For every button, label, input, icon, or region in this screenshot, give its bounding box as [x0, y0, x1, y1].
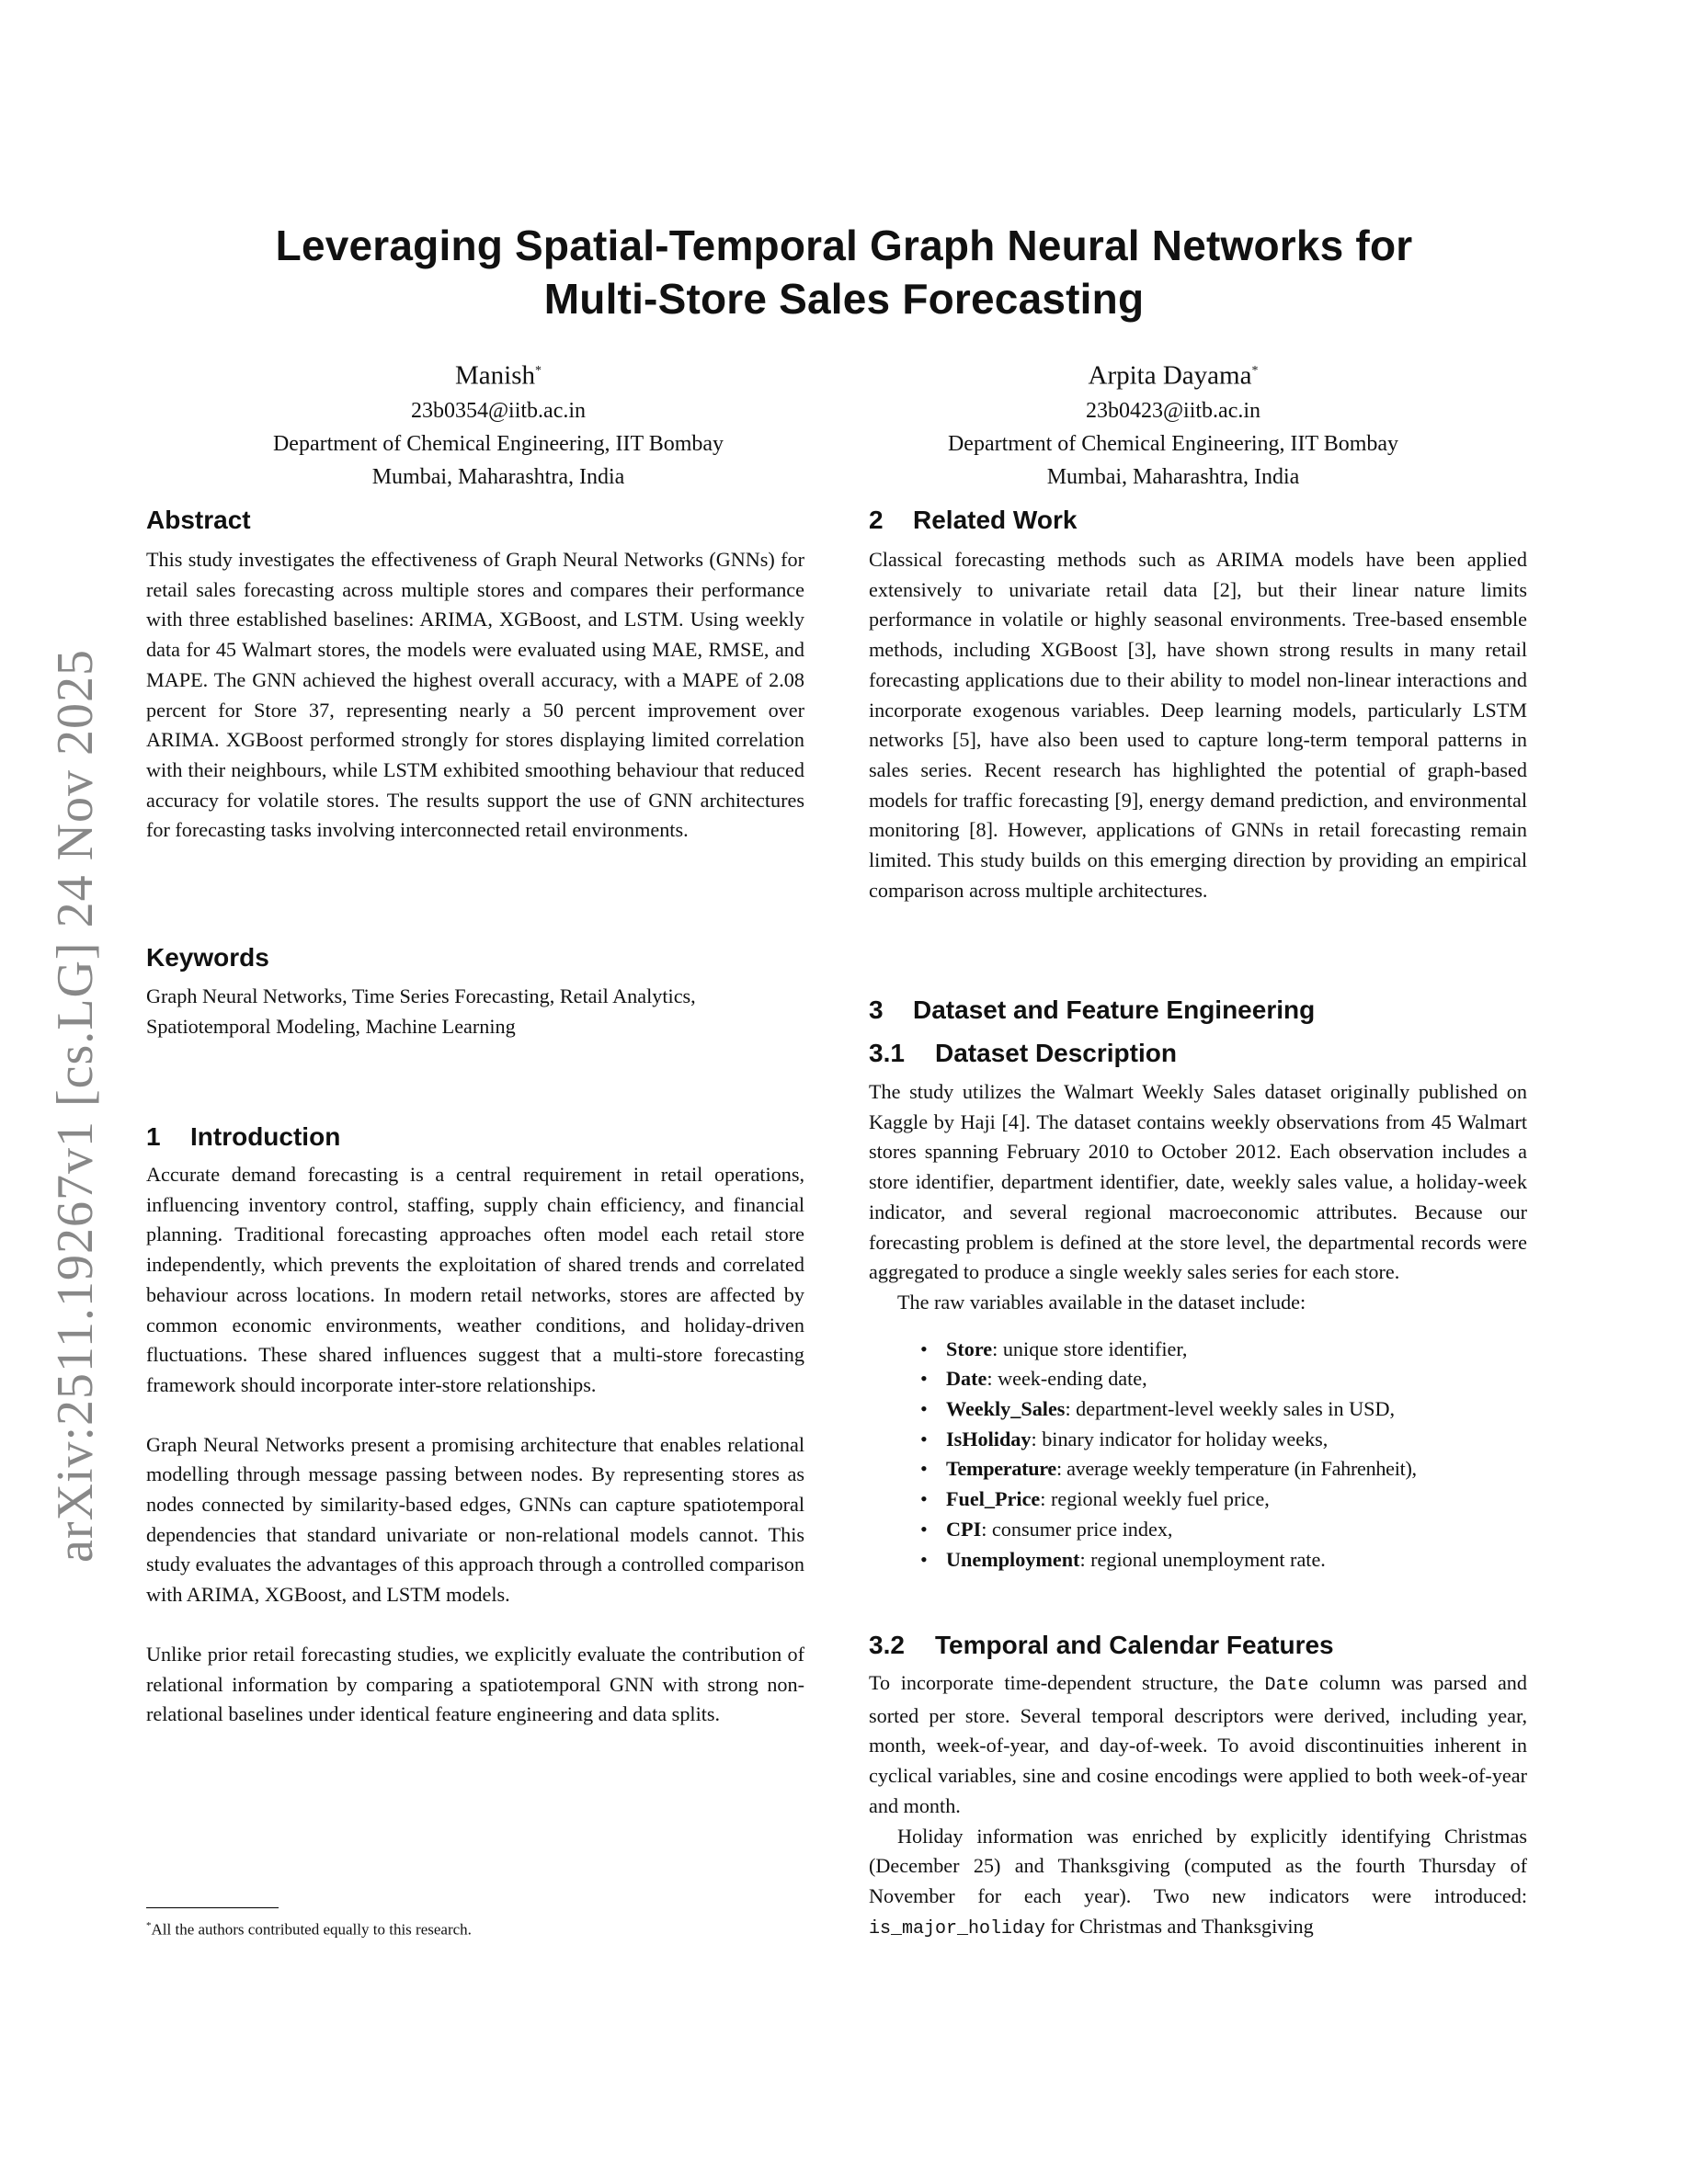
list-item: • Temperature: average weekly temperature (in Fahrenheit), [869, 1454, 1527, 1484]
footnote: *All the authors contributed equally to this research. [146, 1920, 472, 1939]
keywords-heading: Keywords [146, 943, 269, 972]
list-item: • Unemployment: regional unemployment rate. [869, 1545, 1527, 1575]
list-item: • IsHoliday: binary indicator for holiday weeks, [869, 1425, 1527, 1455]
keywords-body [146, 982, 804, 1041]
list-item: • Store: unique store identifier, [869, 1335, 1527, 1365]
author-location: Mumbai, Maharashtra, India [1046, 464, 1300, 489]
list-item: • Date: week-ending date, [869, 1364, 1527, 1394]
variable-list [869, 1335, 1527, 1575]
paper-title [0, 219, 1688, 325]
list-item: • Fuel_Price: regional weekly fuel price, [869, 1484, 1527, 1515]
arxiv-identifier-stamp: arXiv:2511.19267v1 [cs.LG] 24 Nov 2025 [47, 648, 104, 1563]
keywords-text: Graph Neural Networks, Time Series Forecasting, Retail Analytics, Spatiotemporal Modeling, Machine Learning [146, 984, 696, 1038]
title-line: Leveraging Spatial-Temporal Graph Neural Networks for [275, 222, 1413, 269]
author-block [851, 353, 1495, 494]
section-heading-introduction: 1 Introduction [146, 1122, 341, 1151]
section-heading-related-work: 2 Related Work [869, 506, 1078, 534]
paragraph: Graph Neural Networks present a promising architecture that enables relational modelling through message passing between nodes. By representing stores as nodes connected by similarity-based edges, GNNs can capture spatiotemporal dependencies that standard univariate or non-relational models cannot. This study evaluates the advantages of this approach through a controlled comparison with ARIMA, XGBoost, and LSTM models. [146, 1432, 804, 1607]
abstract-heading: Abstract [146, 506, 251, 534]
list-item: • Weekly_Sales: department-level weekly sales in USD, [869, 1394, 1527, 1425]
author-email[interactable]: 23b0354@iitb.ac.in [410, 398, 587, 423]
author-department: Department of Chemical Engineering, IIT Bombay [947, 431, 1399, 456]
subsection-heading-temporal-features: 3.2 Temporal and Calendar Features [869, 1631, 1334, 1659]
footnote-divider [146, 1907, 279, 1908]
list-item: • CPI: consumer price index, [869, 1515, 1527, 1545]
related-work-body [869, 545, 1527, 905]
temporal-features-body [869, 1668, 1527, 1944]
paragraph: Accurate demand forecasting is a central requirement in retail operations, influencing inventory control, staffing, supply chain efficiency, and financial planning. Traditional forecasting approaches often model each retail store independently, which prevents the exploitation of shared trends and correlated behaviour across locations. In modern retail networks, stores are affected by common economic environments, weather conditions, and holiday-driven fluctuations. These shared influences suggest that a multi-store forecasting framework should incorporate inter-store relationships. [146, 1163, 804, 1396]
dataset-description-body [869, 1077, 1527, 1575]
paragraph: Unlike prior retail forecasting studies, we explicitly evaluate the contribution of relational information by comparing a spatiotemporal GNN with strong non-relational baselines under identical feature engineering and data splits. [146, 1642, 804, 1726]
abstract-body [146, 545, 804, 846]
inline-code: is_major_holiday [869, 1917, 1046, 1939]
abstract-text: This study investigates the effectiveness of Graph Neural Networks (GNNs) for retail sales forecasting across multiple stores and compares their performance with three established baselines: ARIMA, XGBoost, and LSTM. Using weekly data for 45 Walmart stores, the models were evaluated using MAE, RMSE, and MAPE. The GNN achieved the highest overall accuracy, with a MAPE of 2.08 percent for Store 37, representing nearly a 50 percent improvement over ARIMA. XGBoost performed strongly for stores displaying limited correlation with their neighbours, while LSTM exhibited smoothing behaviour that reduced accuracy for volatile stores. The results support the use of GNN architectures for forecasting tasks involving interconnected retail environments. [146, 548, 804, 842]
author-name: Arpita Dayama* [1088, 360, 1259, 391]
author-email[interactable]: 23b0423@iitb.ac.in [1085, 398, 1261, 423]
author-block [177, 353, 820, 494]
paragraph: The study utilizes the Walmart Weekly Sales dataset originally published on Kaggle by Haji [4]. The dataset contains weekly observations from 45 Walmart stores spanning February 2010 to October 2012. Each observation includes a store identifier, department identifier, date, weekly sales value, a holiday-week indicator, and several regional macroeconomic attributes. Because our forecasting problem is defined at the store level, the departmental records were aggregated to produce a single weekly sales series for each store. [869, 1080, 1527, 1284]
author-name: Manish* [455, 360, 542, 391]
inline-code: Date [1264, 1675, 1309, 1696]
author-location: Mumbai, Maharashtra, India [371, 464, 625, 489]
author-department: Department of Chemical Engineering, IIT Bombay [272, 431, 724, 456]
subsection-heading-dataset-description: 3.1 Dataset Description [869, 1039, 1177, 1067]
paragraph: The raw variables available in the dataset include: [897, 1290, 1306, 1314]
paragraph: Holiday information was enriched by explicitly identifying Christmas (December 25) and Thanksgiving (computed as the fourth Thursday of November for each year). Two new indicators were introduced: is_major_holiday for Christmas and Thanksgiving [869, 1824, 1527, 1939]
section-heading-dataset: 3 Dataset and Feature Engineering [869, 995, 1316, 1024]
paragraph: To incorporate time-dependent structure, the Date column was parsed and sorted per store. Several temporal descriptors were derived, including year, month, week-of-year, and day-of-week. To avoid discontinuities inherent in cyclical variables, sine and cosine encodings were applied to both week-of-year and month. [869, 1671, 1527, 1817]
title-line: Multi-Store Sales Forecasting [543, 275, 1145, 323]
paragraph: Classical forecasting methods such as ARIMA models have been applied extensively to univariate retail data [2], but their linear nature limits performance in volatile or highly seasonal environments. Tree-based ensemble methods, including XGBoost [3], have shown strong results in many retail forecasting applications due to their ability to model non-linear interactions and incorporate exogenous variables. Deep learning models, particularly LSTM networks [5], have also been used to capture long-term temporal patterns in sales series. Recent research has highlighted the potential of graph-based models for traffic forecasting [9], energy demand prediction, and environmental monitoring [8]. However, applications of GNNs in retail forecasting remain limited. This study builds on this emerging direction by providing an empirical comparison across multiple architectures. [869, 548, 1527, 902]
introduction-body [146, 1160, 804, 1730]
